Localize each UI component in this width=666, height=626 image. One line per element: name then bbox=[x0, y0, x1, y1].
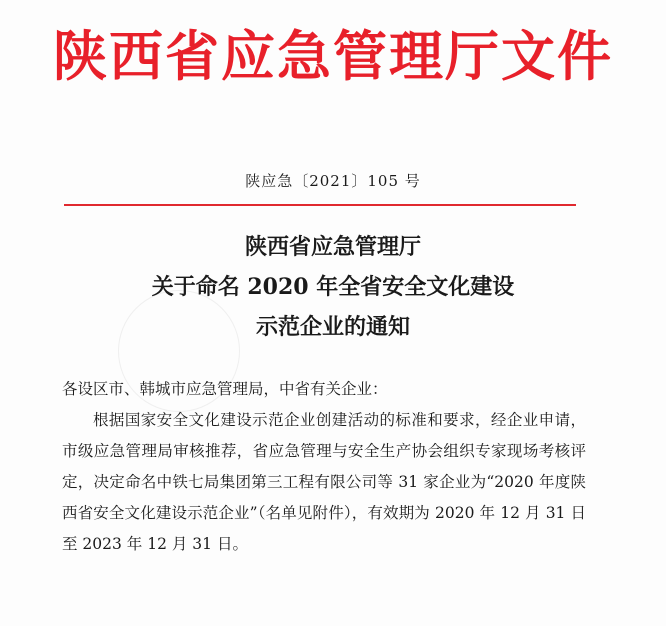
notice-title bbox=[0, 227, 666, 347]
body-paragraph: 根据国家安全文化建设示范企业创建活动的标准和要求，经企业申请，市级应急管理局审核推荐，省应急管理与安全生产协会组织专家现场考核评定，决定命名中铁七局集团第三工程有限公司等 31 家企业为“2020 年度陕西省安全文化建设示范企业”（名单见附件），有效期为 2020 年 12 月 31 日至 2023 年 12 月 31 日。 bbox=[62, 411, 586, 553]
title-line-1: 陕西省应急管理厅 bbox=[244, 234, 421, 260]
document-number: 陕应急〔2021〕105 号 bbox=[245, 172, 421, 190]
title-line-2: 关于命名 2020 年全省安全文化建设 bbox=[151, 274, 515, 300]
title-line-3: 示范企业的通知 bbox=[255, 314, 410, 340]
red-divider-line bbox=[64, 204, 576, 206]
organization-masthead: 陕西省应急管理厅文件 bbox=[53, 25, 613, 88]
notice-body bbox=[62, 374, 586, 560]
salutation: 各设区市、韩城市应急管理局，中省有关企业： bbox=[62, 380, 388, 398]
